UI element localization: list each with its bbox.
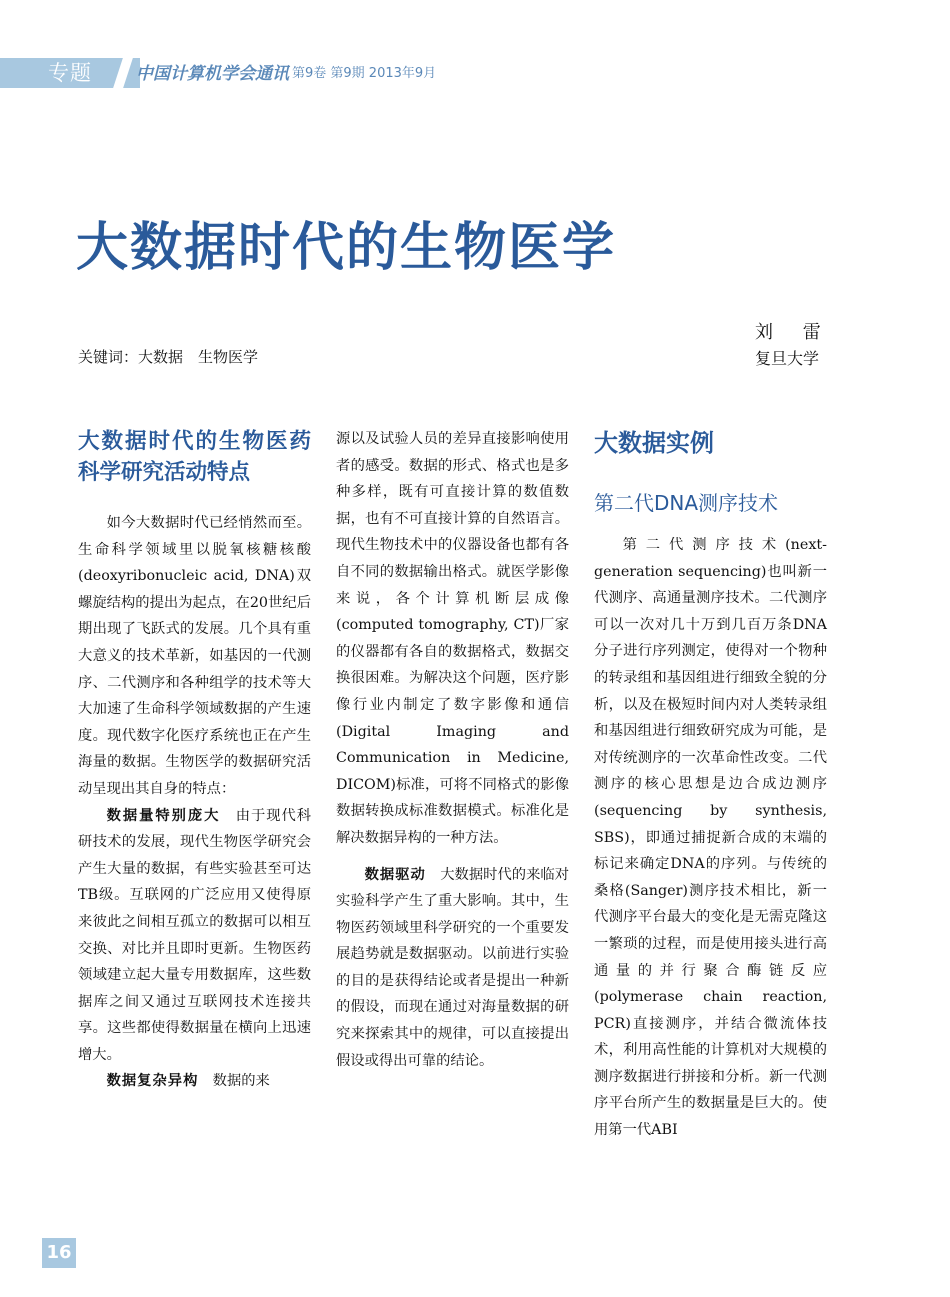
issue-info: 第9卷 第9期 2013年9月 [292,66,437,81]
article-title: 大数据时代的生物医学 [76,218,617,278]
section-label: 专题 [48,61,92,85]
paragraph [78,803,311,1069]
author-affiliation: 复旦大学 [755,349,820,368]
subsection-heading: 第二代DNA测序技术 [594,491,779,515]
column-2 [336,426,569,1074]
paragraph: 如今大数据时代已经悄然而至。生命科学领域里以脱氧核糖核酸(deoxyribonucleic acid, DNA)双螺旋结构的提出为起点，在20世纪后期出现了飞跃式的发展。几个具有重大意义的技术革新，如基因的一代测序、二代测序和各种组学的技术等大大加速了生命科学领域数据的产生速度。现代数字化医疗系统也正在产生海量的数据。生物医学的数据研究活动呈现出其自身的特点： [78,515,311,797]
column-3 [594,426,827,1144]
paragraph-text: 大数据时代的来临对实验科学产生了重大影响。其中，生物医药领域里科学研究的一个重要发展趋势就是数据驱动。以前进行实验的目的是获得结论或者是提出一种新的假设，而现在通过对海量数据的研究来探索其中的规律，可以直接提出假设或得出可靠的结论。 [336,866,570,1069]
keywords: 关键词：大数据 生物医学 [78,348,259,366]
paragraph: 源以及试验人员的差异直接影响使用者的感受。数据的形式、格式也是多种多样，既有可直接计算的数值数据，也有不可直接计算的自然语言。现代生物技术中的仪器设备也都有各自不同的数据输出格式。就医学影像来说，各个计算机断层成像(computed tomography, CT)厂家的仪器都有各自的数据格式，数据交换很困难。为解决这个问题，医疗影像行业内制定了数字影像和通信(Digital Imaging and Communication in Medicine, DICOM)标准，可将不同格式的影像数据转换成标准数据模式。标准化是解决数据异构的一种方法。 [336,431,569,846]
paragraph-lead: 数据复杂异构 [106,1073,199,1090]
paragraph-text: 数据的来 [212,1073,270,1090]
author-name: 刘 雷 [755,322,833,343]
paragraph-text: 由于现代科研技术的发展，现代生物医学研究会产生大量的数据，有些实验甚至可达TB级。互联网的广泛应用又使得原来彼此之间相互孤立的数据可以相互交换、对比并且即时更新。生物医药领域建立起大量专用数据库，这些数据库之间又通过互联网技术连接共享。这些都使得数据量在横向上迅速增大。 [78,807,312,1063]
paragraph [336,862,569,1075]
section-heading: 大数据实例 [594,429,714,457]
paragraph-lead: 数据量特别庞大 [106,807,221,824]
section-heading: 大数据时代的生物医药科学研究活动特点 [78,429,311,485]
paragraph: 第二代测序技术(next-generation sequencing)也叫新一代测序、高通量测序技术。二代测序可以一次对几十万到几百万条DNA分子进行序列测定，使得对一个物种的转录组和基因组进行细致全貌的分析，以及在极短时间内对人类转录组和基因组进行细致研究成为可能，是对传统测序的一次革命性改变。二代测序的核心思想是边合成边测序(sequencing by synthesis, SBS)，即通过捕捉新合成的末端的标记来确定DNA的序列。与传统的桑格(Sanger)测序技术相比，新一代测序平台最大的变化是无需克隆这一繁琐的过程，而是使用接头进行高通量的并行聚合酶链反应(polymerase chain reaction, PCR)直接测序，并结合微流体技术，利用高性能的计算机对大规模的测序数据进行拼接和分析。新一代测序平台所产生的数据量是巨大的。使用第一代ABI [594,537,827,1139]
paragraph [78,1068,311,1095]
paragraph-lead: 数据驱动 [364,866,426,883]
column-1 [78,426,311,1095]
page-number: 16 [42,1238,76,1268]
journal-name: 中国计算机学会通讯 [136,64,289,84]
